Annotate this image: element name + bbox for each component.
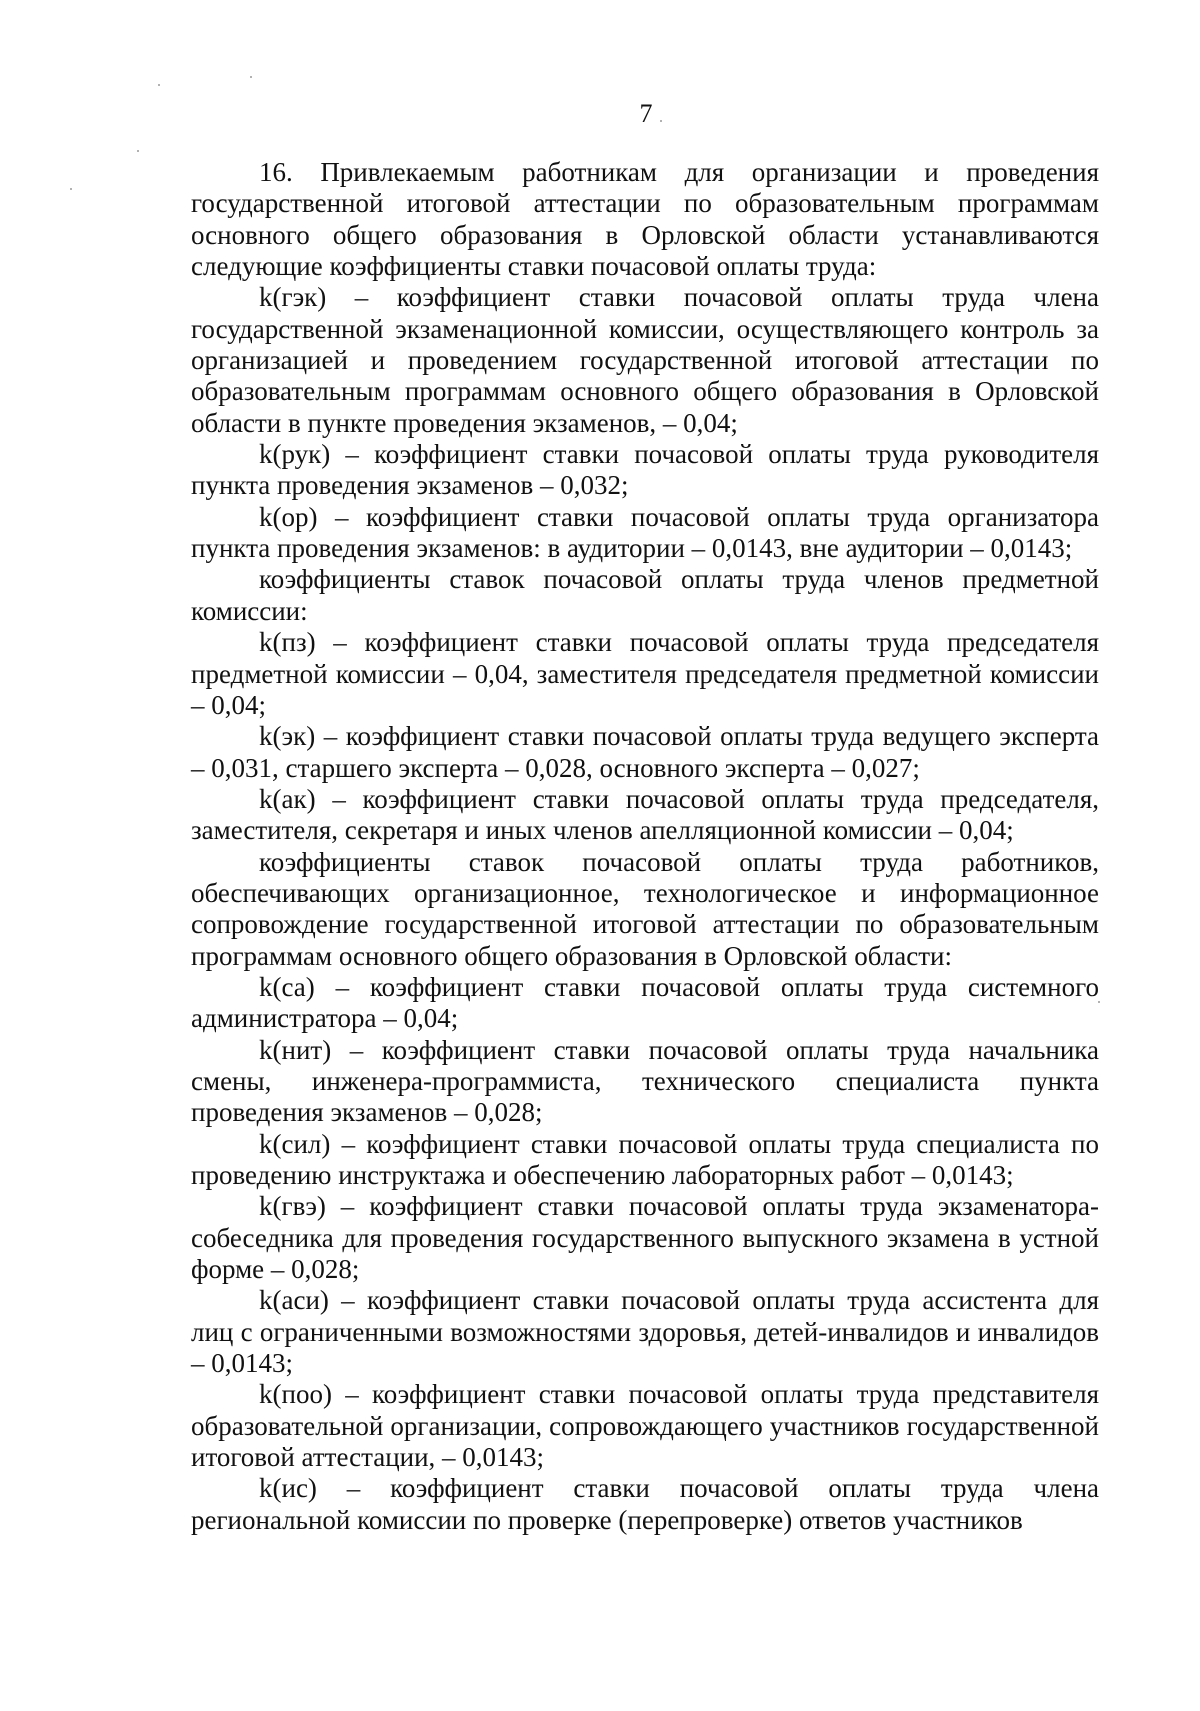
paragraph: k(са) – коэффициент ставки почасовой оплаты труда системного администратора – 0,04;: [191, 971, 1099, 1034]
paragraph: коэффициенты ставок почасовой оплаты труда работников, обеспечивающих организационное, технологическое и информационное сопровождение государственной итоговой аттестации по образовательным программам основного общего образования в Орловской области:: [191, 846, 1099, 971]
paragraph: k(сил) – коэффициент ставки почасовой оплаты труда специалиста по проведению инструктажа и обеспечению лабораторных работ – 0,0143;: [191, 1128, 1099, 1190]
scan-speck: [158, 84, 160, 86]
paragraph: k(рук) – коэффициент ставки почасовой оплаты труда руководителя пункта проведения экзаменов – 0,032;: [191, 439, 1099, 501]
paragraph: k(аси) – коэффициент ставки почасовой оплаты труда ассистента для лиц с ограниченными возможностями здоровья, детей-инвалидов и инвалидов – 0,0143;: [191, 1285, 1099, 1379]
paragraph: 16. Привлекаемым работникам для организации и проведения государственной итоговой аттестации по образовательным программам основного общего образования в Орловской области устанавливаются следующие коэффициенты ставки почасовой оплаты труда:: [191, 157, 1099, 282]
page-number: 7: [639, 99, 653, 128]
paragraph: k(гвэ) – коэффициент ставки почасовой оплаты труда экзаменатора-собеседника для проведения государственного выпускного экзамена в устной форме – 0,028;: [191, 1191, 1099, 1285]
paragraph: k(гэк) – коэффициент ставки почасовой оплаты труда члена государственной экзаменационной комиссии, осуществляющего контроль за организацией и проведением государственной итоговой аттестации по образовательным программам основного общего образования в Орловской области в пункте проведения экзаменов, – 0,04;: [191, 282, 1099, 438]
paragraph: k(пз) – коэффициент ставки почасовой оплаты труда председателя предметной комиссии – 0,04, заместителя председателя предметной комиссии – 0,04;: [191, 627, 1099, 720]
paragraph: k(эк) – коэффициент ставки почасовой оплаты труда ведущего эксперта – 0,031, старшего эксперта – 0,028, основного эксперта – 0,027;: [191, 721, 1099, 783]
scan-speck: [137, 150, 139, 152]
scan-speck: [250, 76, 252, 78]
paragraph: k(поо) – коэффициент ставки почасовой оплаты труда представителя образовательной организации, сопровождающего участников государственной итоговой аттестации, – 0,0143;: [191, 1379, 1099, 1473]
paragraph: k(ис) – коэффициент ставки почасовой оплаты труда члена региональной комиссии по проверке (перепроверке) ответов участников: [191, 1473, 1099, 1535]
paragraph: k(ор) – коэффициент ставки почасовой оплаты труда организатора пункта проведения экзаменов: в аудитории – 0,0143, вне аудитории – 0,0143;: [191, 501, 1099, 564]
scan-speck: [70, 188, 72, 190]
paragraph: k(ак) – коэффициент ставки почасовой оплаты труда председателя, заместителя, секретаря и иных членов апелляционной комиссии – 0,04;: [191, 783, 1099, 846]
paragraph: коэффициенты ставок почасовой оплаты труда членов предметной комиссии:: [191, 564, 1099, 626]
document-body: [191, 157, 1099, 1536]
paragraph: k(нит) – коэффициент ставки почасовой оплаты труда начальника смены, инженера-программиста, технического специалиста пункта проведения экзаменов – 0,028;: [191, 1034, 1099, 1128]
